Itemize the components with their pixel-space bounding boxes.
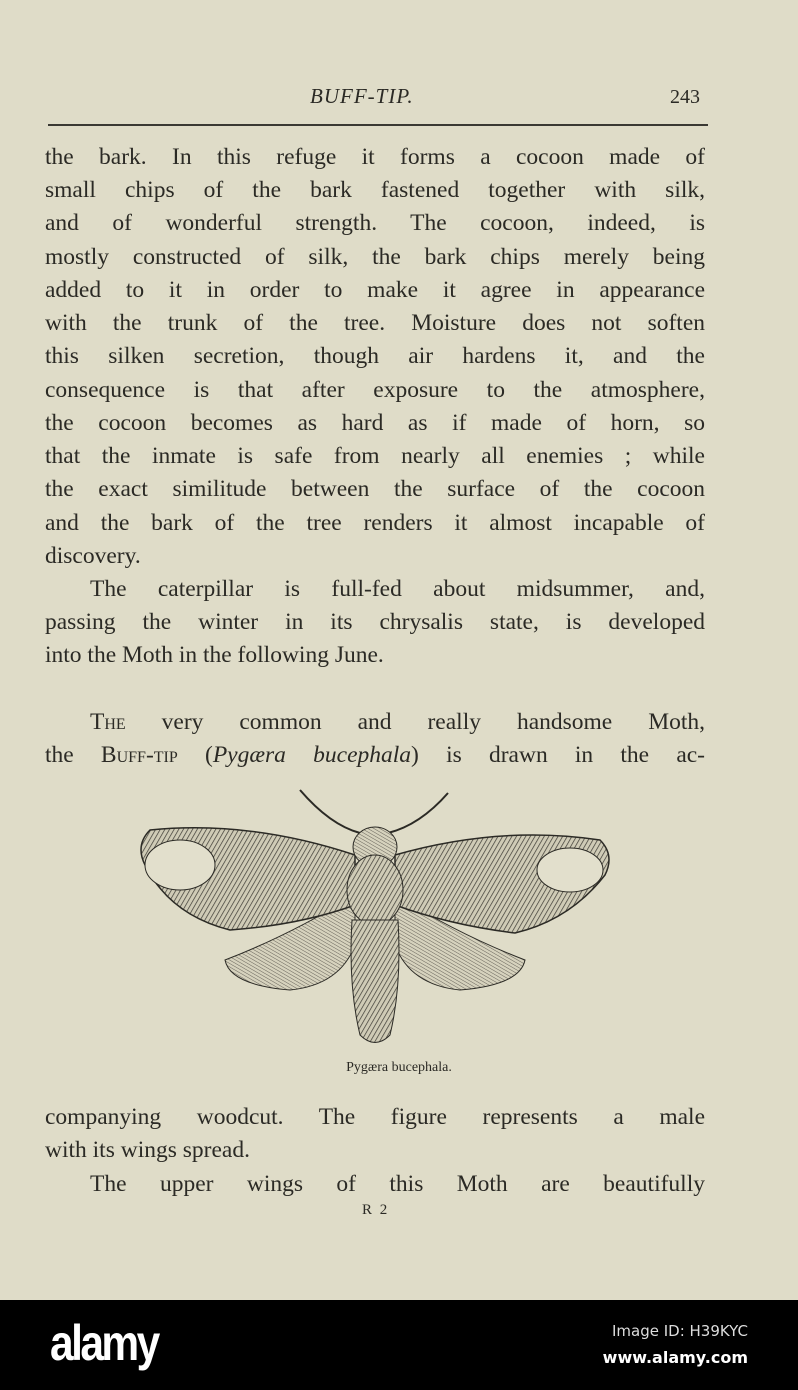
header-rule	[48, 124, 708, 126]
body-line: the bark. In this refuge it forms a cocoon made of	[45, 144, 705, 170]
body-line: and the bark of the tree renders it almost incapable of	[45, 510, 705, 536]
small-caps-the: The	[90, 709, 126, 735]
body-line: the cocoon becomes as hard as if made of horn, so	[45, 410, 705, 436]
body-line: companying woodcut. The figure represents a male	[45, 1104, 705, 1130]
small-caps-buff-tip: Buff-tip	[100, 742, 178, 768]
text: ) is drawn in the ac-	[411, 742, 706, 768]
paragraph-buff-tip-line-2	[45, 741, 705, 769]
body-line: passing the winter in its chrysalis state, is developed	[45, 609, 705, 635]
figure-caption: Pygæra bucephala.	[346, 1060, 452, 1075]
body-line: discovery.	[45, 543, 141, 569]
image-id: Image ID: H39KYC	[611, 1322, 748, 1340]
body-line: the exact similitude between the surface of the cocoon	[45, 476, 705, 502]
body-line: added to it in order to make it agree in appearance	[45, 277, 705, 303]
body-line: consequence is that after exposure to the atmosphere,	[45, 377, 705, 403]
text: the	[45, 742, 101, 768]
moth-woodcut-illustration	[130, 785, 620, 1050]
body-line: that the inmate is safe from nearly all enemies ; while	[45, 443, 705, 469]
body-line: and of wonderful strength. The cocoon, indeed, is	[45, 210, 705, 236]
body-line: The caterpillar is full-fed about midsummer, and,	[90, 576, 705, 602]
running-head: BUFF-TIP.	[310, 84, 414, 108]
text: very common and really handsome Moth,	[125, 709, 705, 735]
species-name: Pygæra bucephala	[212, 742, 412, 768]
signature-mark: R 2	[362, 1202, 390, 1218]
body-line: with its wings spread.	[45, 1137, 250, 1163]
body-line: The upper wings of this Moth are beautifully	[90, 1171, 705, 1197]
body-line: mostly constructed of silk, the bark chips merely being	[45, 244, 705, 270]
alamy-logo: alamy	[50, 1315, 158, 1371]
text: (	[177, 742, 213, 768]
body-line: with the trunk of the tree. Moisture does not soften	[45, 310, 705, 336]
alamy-url: www.alamy.com	[602, 1348, 748, 1367]
body-line: this silken secretion, though air hardens it, and the	[45, 343, 705, 369]
paragraph-buff-tip-line-1	[45, 708, 705, 736]
page-number: 243	[670, 86, 700, 108]
body-line: small chips of the bark fastened together with silk,	[45, 177, 705, 203]
watermark-footer	[0, 1300, 798, 1390]
body-line: into the Moth in the following June.	[45, 642, 384, 668]
